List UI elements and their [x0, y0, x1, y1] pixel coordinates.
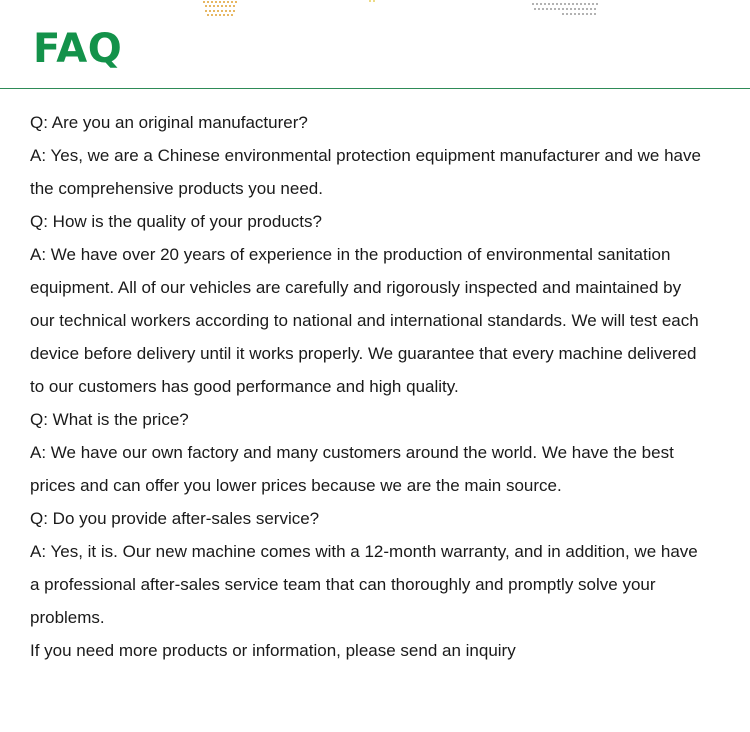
dotted-pattern-icon — [200, 0, 242, 20]
answer-line: equipment. All of our vehicles are carefully and rigorously inspected and maintained by — [30, 278, 682, 297]
answer-line: a professional after-sales service team that can thoroughly and promptly solve your — [30, 575, 656, 594]
answer-line: to our customers has good performance and high quality. — [30, 377, 459, 396]
answer-line: the comprehensive products you need. — [30, 179, 323, 198]
answer-line: A: Yes, it is. Our new machine comes with a 12-month warranty, and in addition, we have — [30, 542, 698, 561]
answer-line: prices and can offer you lower prices because we are the main source. — [30, 476, 562, 495]
closing-note: If you need more products or information, please send an inquiry — [30, 641, 516, 660]
faq-content — [30, 106, 730, 667]
answer-line: A: We have over 20 years of experience in the production of environmental sanitation — [30, 245, 671, 264]
page-title: FAQ — [33, 26, 123, 72]
answer-line: our technical workers according to national and international standards. We will test each — [30, 311, 699, 330]
answer-line: problems. — [30, 608, 105, 627]
answer-line: A: We have our own factory and many customers around the world. We have the best — [30, 443, 674, 462]
dotted-pattern-icon — [530, 0, 602, 20]
faq-answer — [30, 238, 730, 403]
faq-question: Q: Do you provide after-sales service? — [30, 509, 320, 528]
page-header — [0, 20, 750, 89]
dotted-pattern-icon — [366, 0, 380, 20]
faq-answer — [30, 535, 730, 634]
faq-answer — [30, 436, 730, 502]
answer-line: A: Yes, we are a Chinese environmental protection equipment manufacturer and we have — [30, 146, 701, 165]
answer-line: device before delivery until it works properly. We guarantee that every machine delivered — [30, 344, 697, 363]
faq-answer — [30, 139, 730, 205]
faq-question: Q: What is the price? — [30, 410, 189, 429]
faq-question: Q: Are you an original manufacturer? — [30, 113, 308, 132]
faq-question: Q: How is the quality of your products? — [30, 212, 322, 231]
